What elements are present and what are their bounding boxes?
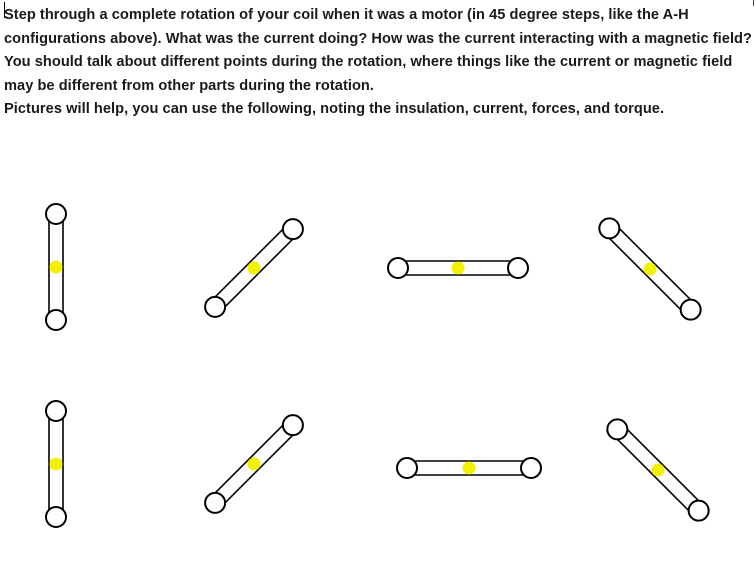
coil-8	[607, 419, 708, 520]
coil-side-1	[612, 434, 693, 515]
prompt-paragraph-1: Step through a complete rotation of your coil when it was a motor (in 45 degree steps, like the A-H configurations above). What was the current doing? How was the current interacting with a magnetic field? You should talk about different points during the rotation, where things like the current or magnetic field may be different from other parts during the rotation.	[4, 7, 752, 94]
coil-wire-end-1	[388, 258, 408, 278]
coil-wire-end-2	[283, 219, 303, 239]
coil-wire-end-2	[689, 501, 709, 521]
coil-wire-end-1	[46, 310, 66, 330]
coil-wire-end-2	[508, 258, 528, 278]
coil-wire-end-1	[599, 218, 619, 238]
axle-dot	[248, 262, 261, 275]
coil-side-1	[604, 233, 685, 314]
coil-wire-end-1	[46, 507, 66, 527]
axle-dot	[644, 263, 657, 276]
prompt-paragraph-2: Pictures will help, you can use the following, noting the insulation, current, forces, and torque.	[4, 101, 665, 117]
coil-5	[46, 401, 66, 527]
axle-dot	[248, 458, 261, 471]
axle-dot	[452, 262, 465, 275]
coil-wire-end-2	[521, 458, 541, 478]
coil-2	[205, 219, 303, 317]
axle-dot	[652, 464, 665, 477]
coil-wire-end-1	[607, 419, 627, 439]
coil-3	[388, 258, 528, 278]
coil-wire-end-1	[205, 297, 225, 317]
coil-side-2	[210, 224, 288, 302]
coil-side-2	[614, 223, 695, 304]
coil-1	[46, 204, 66, 330]
coil-wire-end-2	[681, 300, 701, 320]
coil-side-2	[210, 420, 288, 498]
coil-6	[205, 415, 303, 513]
coil-4	[599, 218, 700, 319]
axle-dot	[463, 462, 476, 475]
coil-side-1	[220, 430, 298, 508]
coil-wire-end-2	[283, 415, 303, 435]
coil-wire-end-1	[205, 493, 225, 513]
coil-side-2	[622, 424, 703, 505]
coil-wire-end-2	[46, 204, 66, 224]
coil-7	[397, 458, 541, 478]
coil-side-1	[220, 234, 298, 312]
coil-wire-end-1	[397, 458, 417, 478]
axle-dot	[50, 458, 63, 471]
axle-dot	[50, 261, 63, 274]
coil-wire-end-2	[46, 401, 66, 421]
